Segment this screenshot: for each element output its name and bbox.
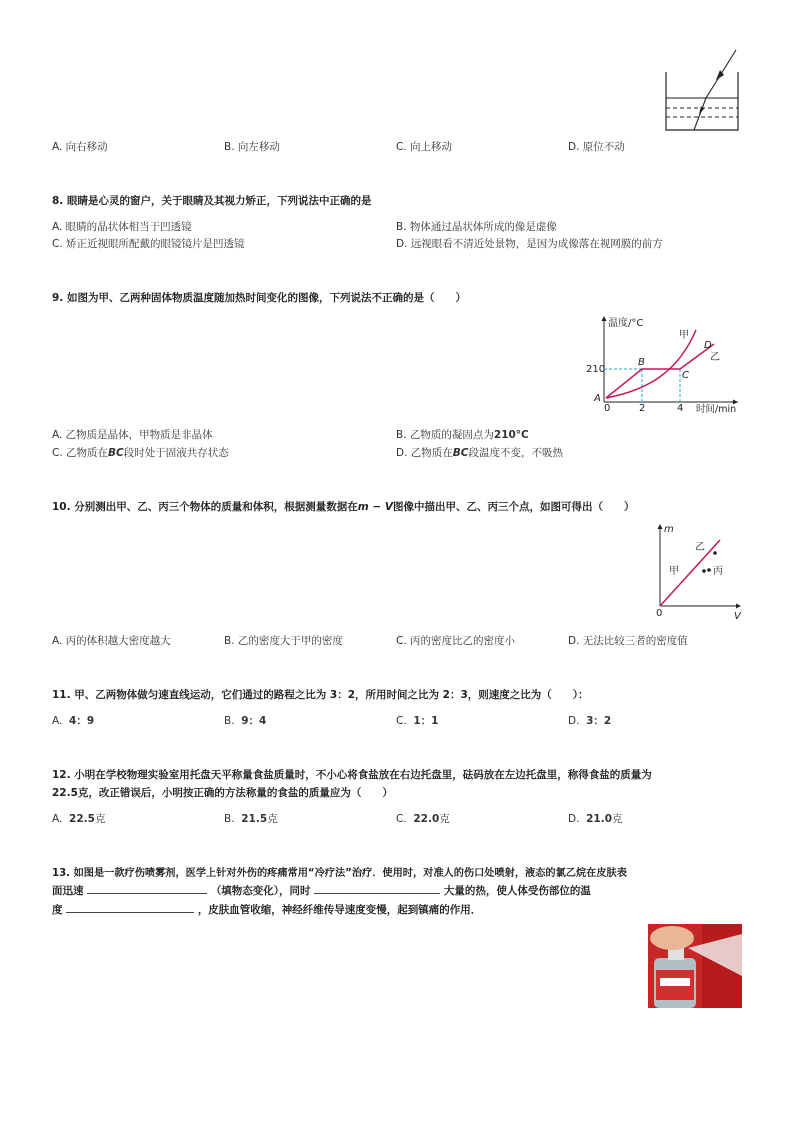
q11-option-c: C. 1：1 [396,715,439,727]
q7-option-b: B. 向左移动 [224,141,280,153]
point-label-a: A [594,393,601,404]
q13-line1: 13. 如图是一款疗伤喷雾剂，医学上针对外伤的疼痛常用“冷疗法”治疗．使用时，对准人的伤口处喷射，液态的氯乙烷在皮肤表 [52,868,627,879]
q7-option-a: A. 向右移动 [52,141,108,153]
q10-option-b: B. 乙的密度大于甲的密度 [224,635,343,647]
q7-option-d: D. 原位不动 [568,141,625,153]
point-label-bing: 丙 [713,566,723,577]
series-label-jia: 甲 [679,330,689,341]
graph-ylabel-m: m [664,524,674,535]
q13-line2: 面迅速 （填物态变化），同时 大量的热，使人体受伤部位的温 [52,882,591,898]
q9-option-d: D. 乙物质在BC段温度不变，不吸热 [396,447,563,459]
point-label-b: B [638,357,645,368]
q7-option-c: C. 向上移动 [396,141,453,153]
q10-option-d: D. 无法比较三者的密度值 [568,635,688,647]
blank-temperature[interactable] [66,901,194,913]
graph-xlabel-v: V [734,611,741,622]
graph-origin: 0 [656,608,663,619]
q13-line3: 度 ，皮肤血管收缩，神经纤维传导速度变慢，起到镇痛的作用． [52,901,481,917]
q8-stem: 8. 眼睛是心灵的窗户，关于眼睛及其视力矫正，下列说法中正确的是 [52,195,372,207]
blank-heat-exchange[interactable] [314,882,440,894]
graph-xtick-4: 4 [677,403,684,414]
blank-state-change[interactable] [87,882,207,894]
spray-can-photo [648,924,742,1008]
mass-volume-graph [648,520,744,622]
q12-option-b: B. 21.5克 [224,813,278,825]
q9-option-b: B. 乙物质的凝固点为210°C [396,429,529,441]
q12-stem-line2: 22.5克，改正错误后，小明按正确的方法称量的食盐的质量应为（ ） [52,787,393,799]
graph-xlabel: 时间/min [696,404,737,415]
series-label-yi: 乙 [710,352,720,363]
graph-ylabel: 温度/°C [608,318,644,329]
q11-option-b: B. 9：4 [224,715,267,727]
q10-option-c: C. 丙的密度比乙的密度小 [396,635,516,647]
q10-option-a: A. 丙的体积越大密度越大 [52,635,171,647]
q12-option-a: A. 22.5克 [52,813,106,825]
graph-xtick-2: 2 [639,403,646,414]
q8-option-c: C. 矫正近视眼所配戴的眼镜镜片是凹透镜 [52,238,245,250]
q9-stem: 9. 如图为甲、乙两种固体物质温度随加热时间变化的图像，下列说法不正确的是（ ） [52,292,466,304]
q10-stem: 10. 分别测出甲、乙、丙三个物体的质量和体积，根据测量数据在m − V图像中描出甲、乙、丙三个点，如图可得出（ ） [52,501,635,513]
q9-option-a: A. 乙物质是晶体，甲物质是非晶体 [52,429,213,441]
beaker-refraction-figure [664,46,744,134]
point-label-jia: 甲 [669,566,679,577]
q11-stem: 11. 甲、乙两物体做匀速直线运动，它们通过的路程之比为 3：2，所用时间之比为 2：3，则速度之比为（ ）： [52,689,589,701]
graph-xtick-0: 0 [604,403,611,414]
q12-option-d: D. 21.0克 [568,813,623,825]
point-label-yi: 乙 [695,542,705,553]
point-label-c: C [682,370,689,381]
graph-ytick-210: 210 [586,364,606,375]
q12-option-c: C. 22.0克 [396,813,450,825]
q8-option-a: A. 眼睛的晶状体相当于凹透镜 [52,221,192,233]
q8-option-b: B. 物体通过晶状体所成的像是虚像 [396,221,557,233]
q9-option-c: C. 乙物质在BC段时处于固液共存状态 [52,447,229,459]
q8-option-d: D. 远视眼看不清近处景物，是因为成像落在视网膜的前方 [396,238,663,250]
q12-stem-line1: 12. 小明在学校物理实验室用托盘天平称量食盐质量时，不小心将食盐放在右边托盘里，砝码放在左边托盘里，称得食盐的质量为 [52,769,652,781]
q11-option-a: A. 4：9 [52,715,95,727]
temperature-time-graph [578,312,744,416]
point-label-d: D [704,340,712,351]
q11-option-d: D. 3：2 [568,715,612,727]
